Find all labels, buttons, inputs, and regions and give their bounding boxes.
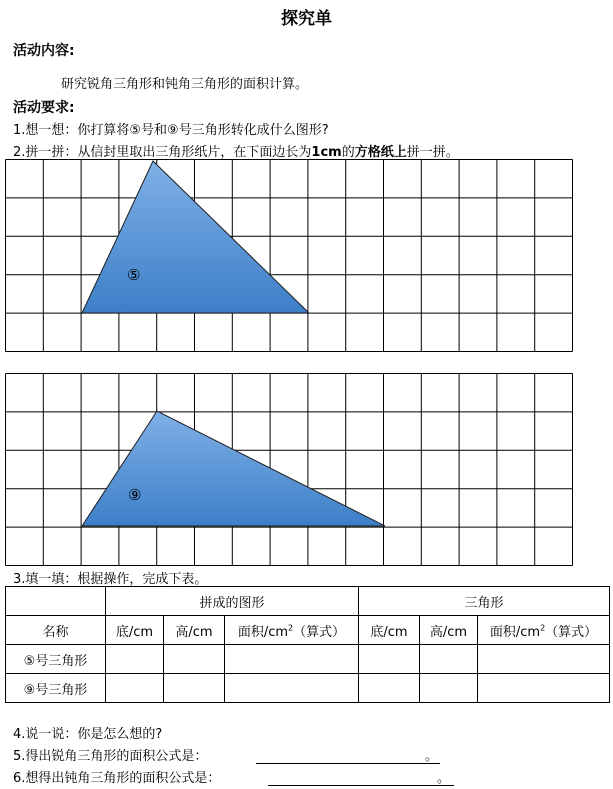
answer-blank-6[interactable] — [268, 785, 454, 786]
table-header-height-2: 高/cm — [420, 616, 478, 645]
results-table — [5, 586, 610, 703]
table-header-area-1: 面积$/cm^2$（算式） — [225, 616, 359, 645]
requirement-1: 1.想一想：你打算将⑤号和⑨号三角形转化成什么图形? — [13, 123, 329, 138]
input-cell[interactable] — [225, 674, 359, 703]
table-header-name: 名称 — [6, 616, 106, 645]
activity-content-heading: 活动内容: — [13, 43, 75, 59]
table-header-base-2: 底/cm — [359, 616, 420, 645]
activity-content-text: 研究锐角三角形和钝角三角形的面积计算。 — [61, 77, 309, 92]
input-cell[interactable] — [478, 674, 610, 703]
grid-lines-2 — [6, 374, 573, 566]
table-group-triangle: 三角形 — [359, 587, 610, 616]
triangle-9[interactable] — [82, 411, 385, 526]
grid-paper-1 — [5, 159, 573, 352]
table-header-height-1: 高/cm — [164, 616, 225, 645]
requirement-5-end: 。 — [425, 749, 439, 764]
requirement-2 — [13, 141, 459, 160]
input-cell[interactable] — [106, 645, 164, 674]
answer-blank-5[interactable] — [256, 763, 440, 764]
table-header-base-1: 底/cm — [106, 616, 164, 645]
row-label-triangle-9: ⑨号三角形 — [6, 674, 106, 703]
input-cell[interactable] — [359, 674, 420, 703]
input-cell[interactable] — [164, 674, 225, 703]
table-group-spliced: 拼成的图形 — [106, 587, 359, 616]
requirements-heading: 活动要求: — [13, 100, 75, 116]
table-header-area-2: 面积$/cm^2$（算式） — [478, 616, 610, 645]
table-row — [6, 645, 610, 674]
table-row — [6, 674, 610, 703]
triangle-5-label: ⑤ — [127, 266, 141, 284]
table-corner-cell — [6, 587, 106, 616]
requirement-2-part-e: 拼一拼。 — [406, 145, 459, 160]
requirement-5: 5.得出锐角三角形的面积公式是： — [13, 749, 208, 764]
input-cell[interactable] — [164, 645, 225, 674]
row-label-triangle-5: ⑤号三角形 — [6, 645, 106, 674]
input-cell[interactable] — [225, 645, 359, 674]
page-title: 探究单 — [281, 9, 332, 29]
input-cell[interactable] — [420, 674, 478, 703]
requirement-2-part-a: 2.拼一拼：从信封里取出三角形纸片，在下面边长为 — [13, 145, 312, 160]
input-cell[interactable] — [478, 645, 610, 674]
grid-paper-2 — [5, 373, 573, 566]
input-cell[interactable] — [106, 674, 164, 703]
requirement-3: 3.填一填：根据操作，完成下表。 — [13, 572, 208, 587]
requirement-2-grid-paper: 方格纸上 — [354, 145, 407, 160]
input-cell[interactable] — [359, 645, 420, 674]
requirement-6-end: 。 — [437, 771, 451, 786]
triangle-5[interactable] — [82, 161, 309, 313]
requirement-2-part-c: 的 — [341, 145, 355, 160]
grid-lines-1 — [6, 160, 573, 352]
requirement-2-unit: 1cm — [311, 145, 342, 160]
input-cell[interactable] — [420, 645, 478, 674]
triangle-9-label: ⑨ — [128, 486, 142, 504]
requirement-6: 6.想得出钝角三角形的面积公式是： — [13, 771, 221, 786]
requirement-4: 4.说一说：你是怎么想的? — [13, 727, 163, 742]
